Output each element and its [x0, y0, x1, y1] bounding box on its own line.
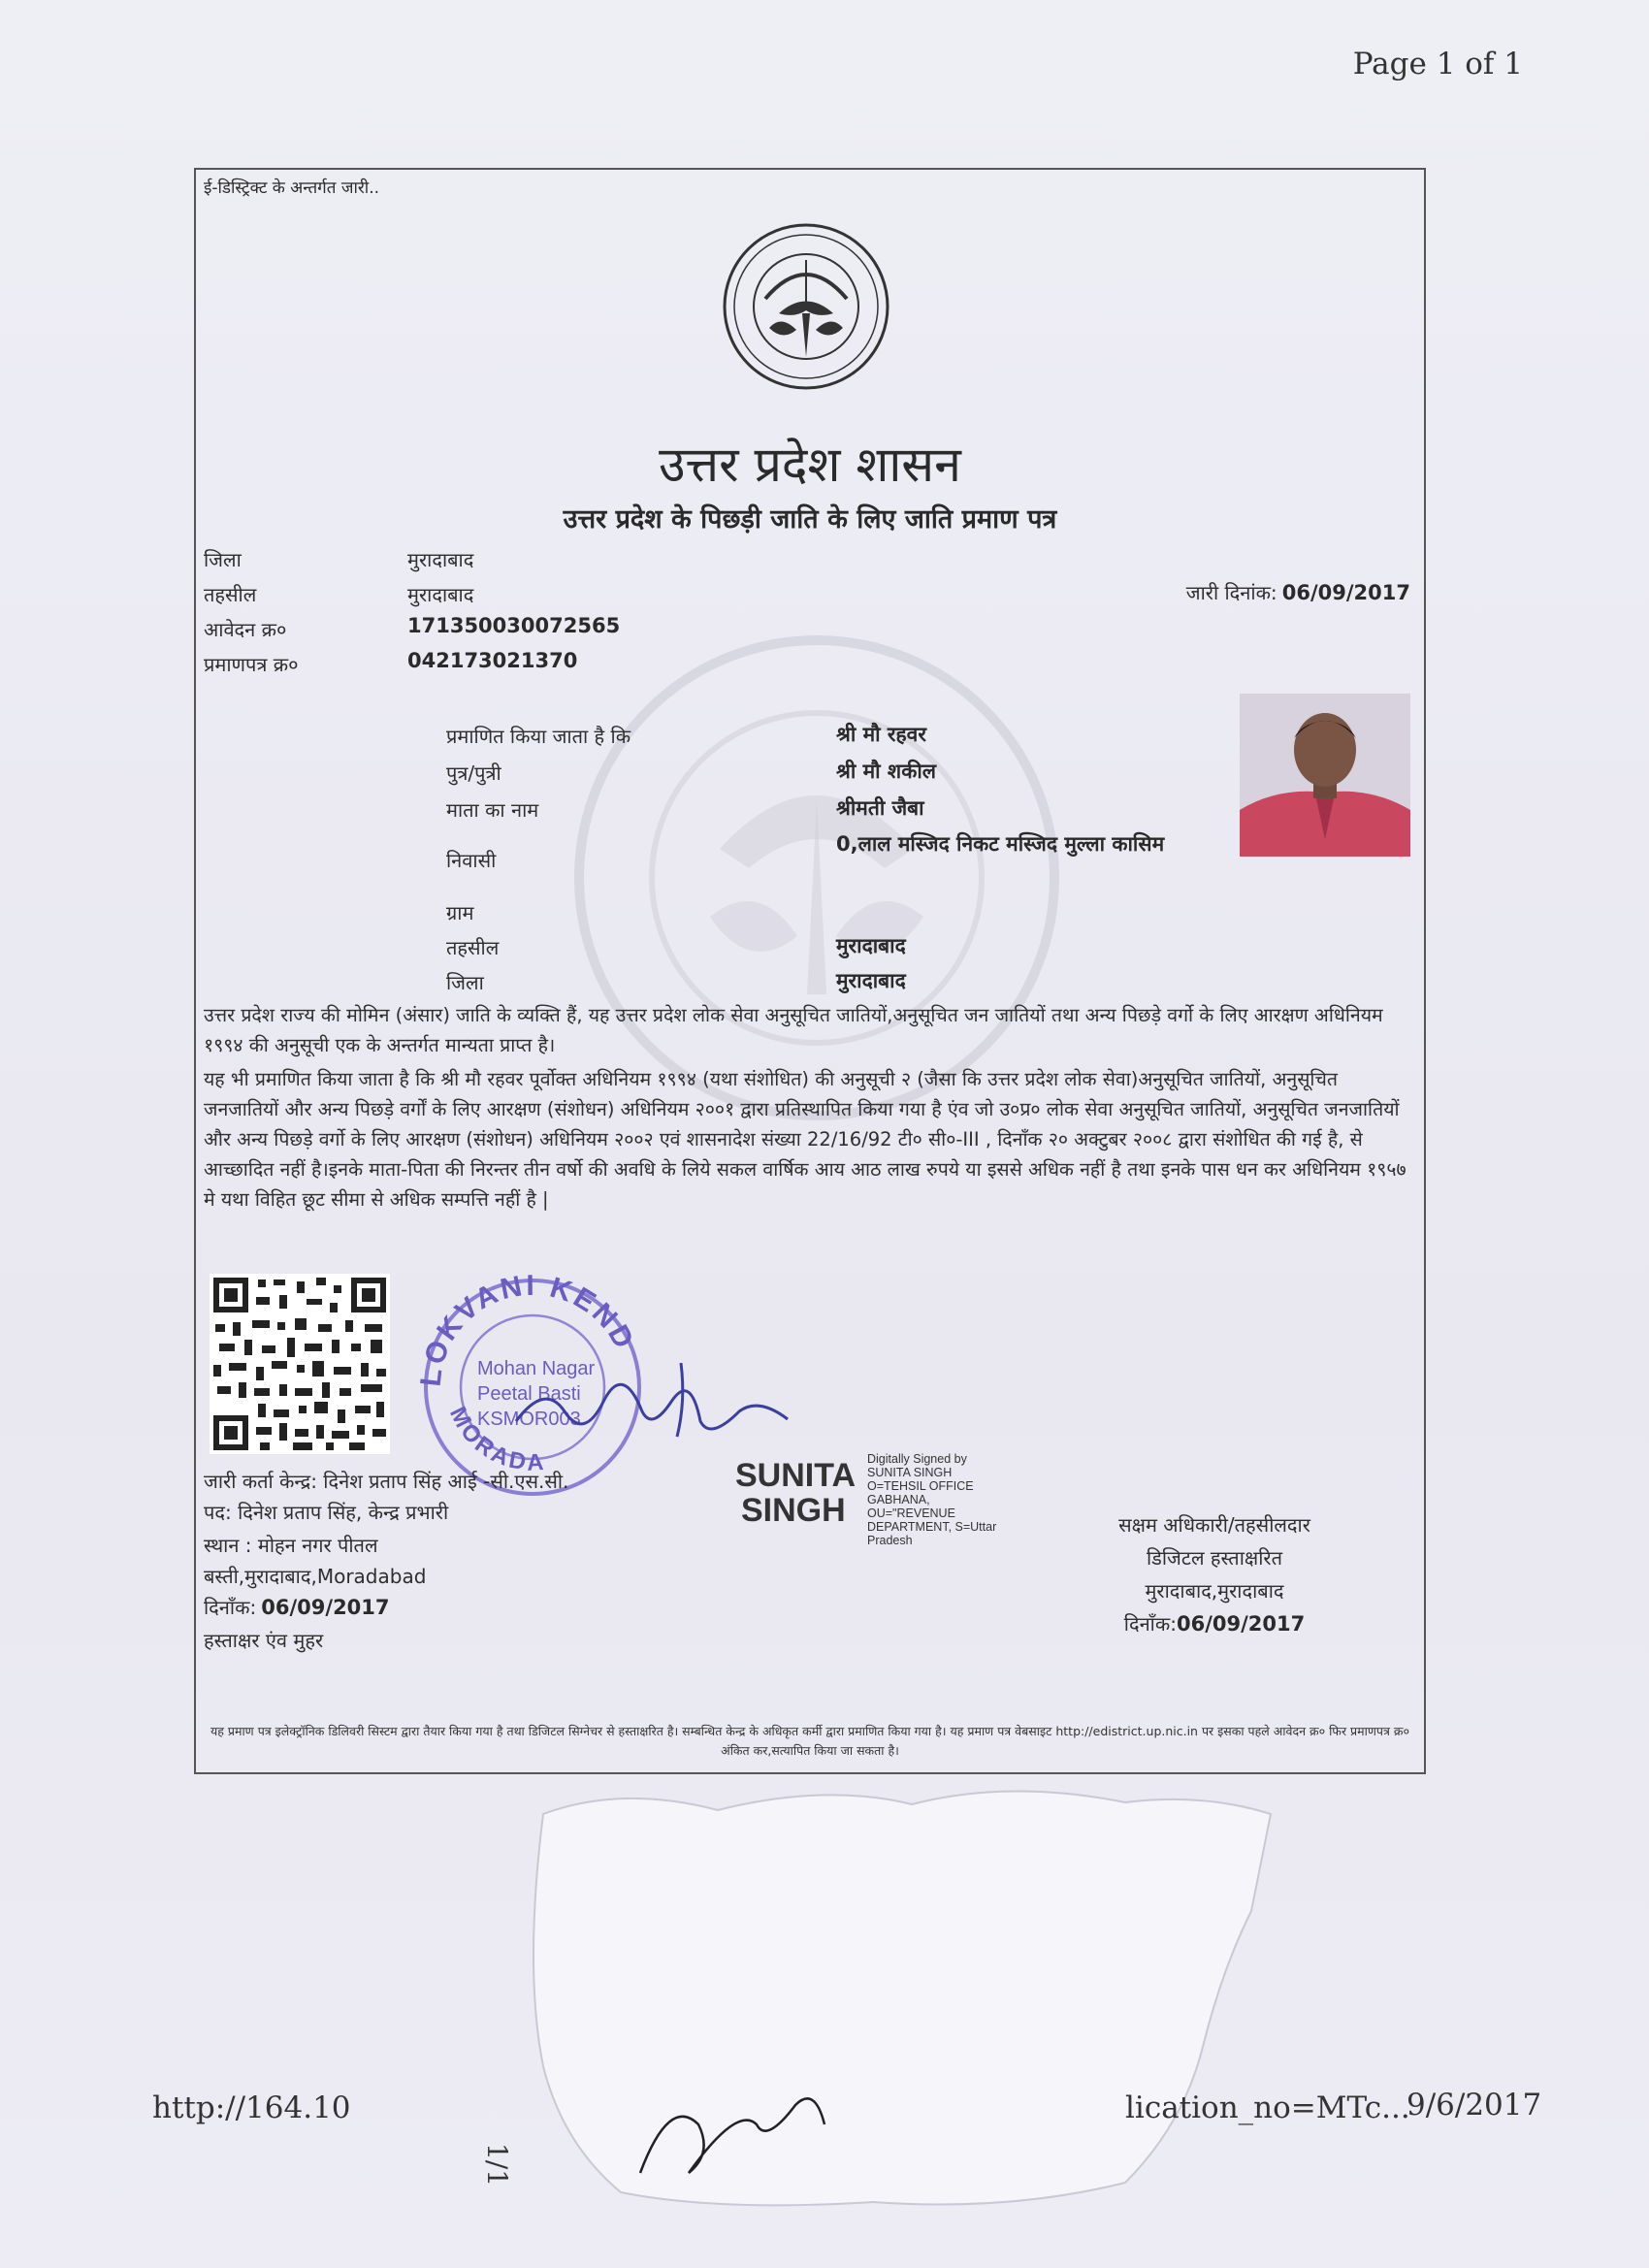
stamp-line-2: Peetal Basti	[477, 1383, 581, 1405]
issuer-place: स्थान : मोहन नगर पीतल	[204, 1534, 378, 1557]
issue-date	[1186, 579, 1410, 605]
browser-url-end: lication_no=MTc...	[1125, 2090, 1410, 2125]
browser-print-date: 9/6/2017	[1406, 2088, 1542, 2122]
district-value: मुरादाबाद	[407, 548, 474, 571]
authority-date: दिनाँक:06/09/2017	[1123, 1612, 1306, 1636]
issue-date-value: 06/09/2017	[1281, 581, 1410, 604]
application-number-value: 171350030072565	[407, 614, 621, 637]
competent-authority	[1050, 1508, 1379, 1642]
page-number: Page 1 of 1	[1352, 47, 1523, 81]
issuer-date-value: 06/09/2017	[261, 1596, 390, 1619]
resident-label: निवासी	[446, 849, 497, 872]
browser-url-start: http://164.10	[152, 2090, 351, 2125]
stamp-line-3: KSMOR003	[477, 1409, 581, 1430]
document-title: उत्तर प्रदेश शासन	[659, 437, 961, 493]
svg-text:LOKVANI KEND: LOKVANI KEND	[414, 1269, 641, 1388]
browser-page-count: 1/1	[481, 2142, 514, 2187]
torn-paper-patch	[504, 1775, 1280, 2221]
issuer-locality: बस्ती,मुरादाबाद,Moradabad	[204, 1565, 427, 1588]
person-district-value: मुरादाबाद	[836, 969, 906, 992]
district-label: जिला	[204, 548, 242, 571]
person-district-label: जिला	[446, 971, 484, 994]
authority-line-2: डिजिटल हस्ताक्षरित	[1147, 1546, 1282, 1570]
father-name: श्री मौ शकील	[836, 760, 937, 783]
footer-verification-note: यह प्रमाण पत्र इलेक्ट्रॉनिक डिलिवरी सिस्टम द्वारा तैयार किया गया है तथा डिजिटल सिग्नेचर से हस्ताक्षरित है। सम्बन्धित केन्द्र के अधिकृत कर्मी द्वारा प्रमाणित किया गया है। यह प्रमाण पत्र वेबसाइट http://edistrict.up.nic.in पर इसका पहले आवेदन क्र० फिर प्रमाणपत्र क्र० अंकित कर,सत्यापित किया जा सकता है।	[210, 1724, 1409, 1758]
authority-line-3: मुरादाबाद,मुरादाबाद	[1145, 1579, 1284, 1603]
document-subtitle: उत्तर प्रदेश के पिछड़ी जाति के लिए जाति प्रमाण पत्र	[563, 504, 1057, 535]
certificate-number-value: 042173021370	[407, 649, 578, 672]
digital-sign-name-1: SUNITA	[735, 1457, 857, 1494]
parent-label: पुत्र/पुत्री	[446, 761, 501, 785]
caste-paragraph: उत्तर प्रदेश राज्य की मोमिन (अंसार) जाति के व्यक्ति हैं, यह उत्तर प्रदेश लोक सेवा अनुसूचित जातियों,अनुसूचित जन जातियों तथा अन्य पिछड़े वर्गो के लिए आरक्षण अधिनियम १९९४ की अनुसूची एक के अन्तर्गत मान्यता प्राप्त है।	[204, 1004, 1383, 1056]
stamp-line-1: Mohan Nagar	[477, 1358, 596, 1379]
svg-text:MORADA: MORADA	[443, 1402, 548, 1476]
issue-date-label: जारी दिनांक:	[1185, 581, 1277, 604]
issuer-center: जारी कर्ता केन्द्र: दिनेश प्रताप सिंह आई -सी.एस.सी.	[204, 1470, 569, 1493]
issuer-date	[204, 1594, 390, 1620]
qr-code	[210, 1274, 390, 1454]
up-government-emblem	[721, 221, 891, 392]
sign-seal-label: हस्ताक्षर एंव मुहर	[204, 1629, 324, 1652]
application-number-label: आवेदन क्र०	[204, 618, 287, 641]
issuer-post: पद: दिनेश प्रताप सिंह, केन्द्र प्रभारी	[204, 1501, 449, 1524]
applicant-photo	[1240, 694, 1410, 857]
address-value: 0,लाल मस्जिद निकट मस्जिद मुल्ला कासिम	[836, 832, 1165, 856]
authority-line-1: सक्षम अधिकारी/तहसीलदार	[1118, 1513, 1310, 1537]
certificate-frame	[194, 168, 1426, 1774]
person-tehsil-value: मुरादाबाद	[836, 934, 906, 957]
digital-sign-name-2: SINGH	[741, 1492, 846, 1529]
certificate-number-label: प्रमाणपत्र क्र०	[204, 653, 299, 676]
mother-label: माता का नाम	[446, 798, 539, 822]
village-label: ग्राम	[446, 901, 474, 924]
tehsil-value: मुरादाबाद	[407, 583, 474, 606]
issuer-signature	[506, 1344, 797, 1450]
mother-name: श्रीमती जैबा	[836, 796, 924, 820]
certified-label: प्रमाणित किया जाता है कि	[446, 725, 631, 748]
issued-under-text: ई-डिस्ट्रिक्ट के अन्तर्गत जारी..	[204, 178, 380, 198]
person-name: श्री मौ रहवर	[836, 723, 926, 746]
tehsil-label: तहसील	[204, 583, 257, 606]
digital-sign-details: Digitally Signed by SUNITA SINGH O=TEHSIL OFFICE GABHANA, OU="REVENUE DEPARTMENT, S=Uttar Pradesh	[867, 1452, 997, 1547]
person-tehsil-label: तहसील	[446, 936, 500, 959]
declaration-paragraph: यह भी प्रमाणित किया जाता है कि श्री मौ रहवर पूर्वोक्त अधिनियम १९९४ (यथा संशोधित) की अनुसूची २ (जैसा कि उत्तर प्रदेश लोक सेवा)अनुसूचित जातियों, अनुसूचित जनजातियों और अन्य पिछड़े वर्गों के लिए आरक्षण (संशोधन) अधिनियम २००१ द्वारा प्रतिस्थापित किया गया है एंव जो उ०प्र० लोक सेवा अनुसूचित जातियों, अनुसूचित जनजातियों और अन्य पिछड़े वर्गो के लिए आरक्षण (संशोधन) अधिनियम २००२ एवं शासनादेश संख्या 22/16/92 टी० सी०-III , दिनाँक २० अक्टुबर २००८ द्वारा संशोधित की गई है, से आच्छादित नहीं है।इनके माता-पिता की निरन्तर तीन वर्षो की अवधि के लिये सकल वार्षिक आय आठ लाख रुपये या इससे अधिक नहीं है तथा इनके पास धन कर अधिनियम १९५७ मे यथा विहित छूट सीमा से अधिक सम्पत्ति नहीं है |	[204, 1068, 1406, 1211]
issuer-date-label: दिनाँक:	[204, 1596, 257, 1619]
